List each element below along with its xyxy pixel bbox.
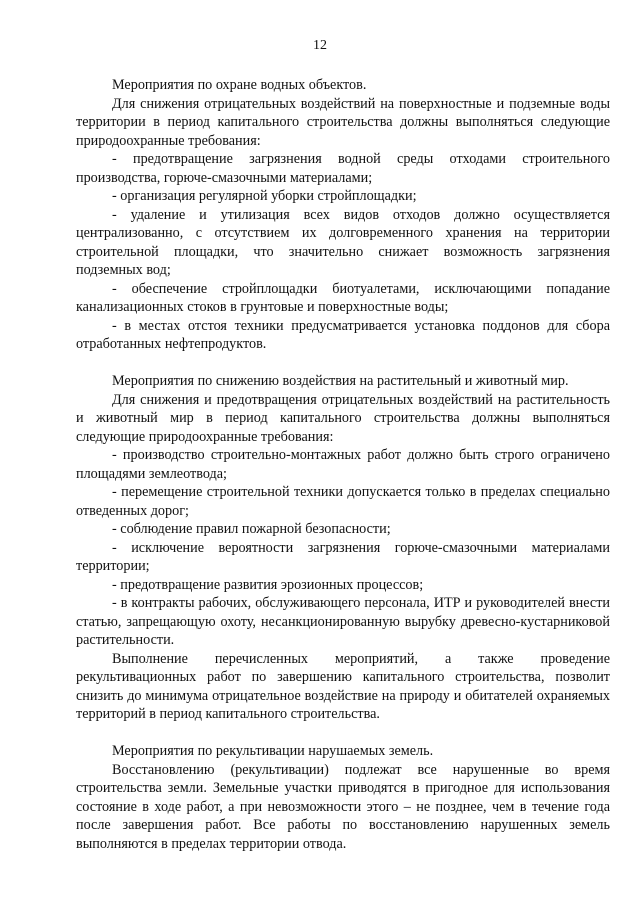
list-item: - удаление и утилизация всех видов отходов должно осуществляется централизованно, с отсутствием их долговременного хранения на территории строительной площадки, что значительно снижает возможность загрязнения подземных вод;	[76, 206, 610, 278]
section-heading-water: Мероприятия по охране водных объектов.	[112, 77, 367, 93]
list-item: - в контракты рабочих, обслуживающего персонала, ИТР и руководителей внести статью, запрещающую охоту, несанкционированную вырубку древесно-кустарниковой растительности.	[76, 595, 610, 648]
document-body	[76, 76, 610, 853]
section-heading-reclamation: Мероприятия по рекультивации нарушаемых земель.	[112, 743, 434, 759]
list-item: - производство строительно-монтажных работ должно быть строго ограничено площадями землеотвода;	[76, 447, 610, 482]
list-item: - соблюдение правил пожарной безопасности;	[112, 521, 391, 537]
page-number: 12	[313, 38, 327, 53]
section-heading-flora-fauna: Мероприятия по снижению воздействия на растительный и животный мир.	[112, 373, 569, 389]
list-item: - организация регулярной уборки стройплощадки;	[112, 188, 417, 204]
list-item: - перемещение строительной техники допускается только в пределах специально отведенных дорог;	[76, 484, 610, 519]
paragraph: Выполнение перечисленных мероприятий, а также проведение рекультивационных работ по завершению капитального строительства, позволит снизить до минимума отрицательное воздействие на природу и обитателей охраняемых территорий в период капитального строительства.	[76, 650, 610, 722]
paragraph: Восстановлению (рекультивации) подлежат все нарушенные во время строительства земли. Земельные участки приводятся в пригодное для использования состояние в ходе работ, а при невозможности этого – не позднее, чем в течение года после завершения работ. Все работы по восстановлению нарушенных земель выполняются в пределах территории отвода.	[76, 761, 610, 852]
list-item: - исключение вероятности загрязнения горюче-смазочными материалами территории;	[76, 539, 610, 574]
list-item: - предотвращение загрязнения водной среды отходами строительного производства, горюче-смазочными материалами;	[76, 151, 610, 186]
paragraph: Для снижения и предотвращения отрицательных воздействий на растительность и животный мир в период капитального строительства должны выполняться следующие природоохранные требования:	[76, 391, 610, 445]
list-item: - предотвращение развития эрозионных процессов;	[112, 576, 424, 593]
paragraph: Для снижения отрицательных воздействий на поверхностные и подземные воды территории в период капитального строительства должны выполняться следующие природоохранные требования:	[76, 95, 610, 149]
list-item: - в местах отстоя техники предусматривается установка поддонов для сбора отработанных нефтепродуктов.	[76, 317, 610, 352]
list-item: - обеспечение стройплощадки биотуалетами, исключающими попадание канализационных стоков в грунтовые и поверхностные воды;	[76, 280, 610, 315]
